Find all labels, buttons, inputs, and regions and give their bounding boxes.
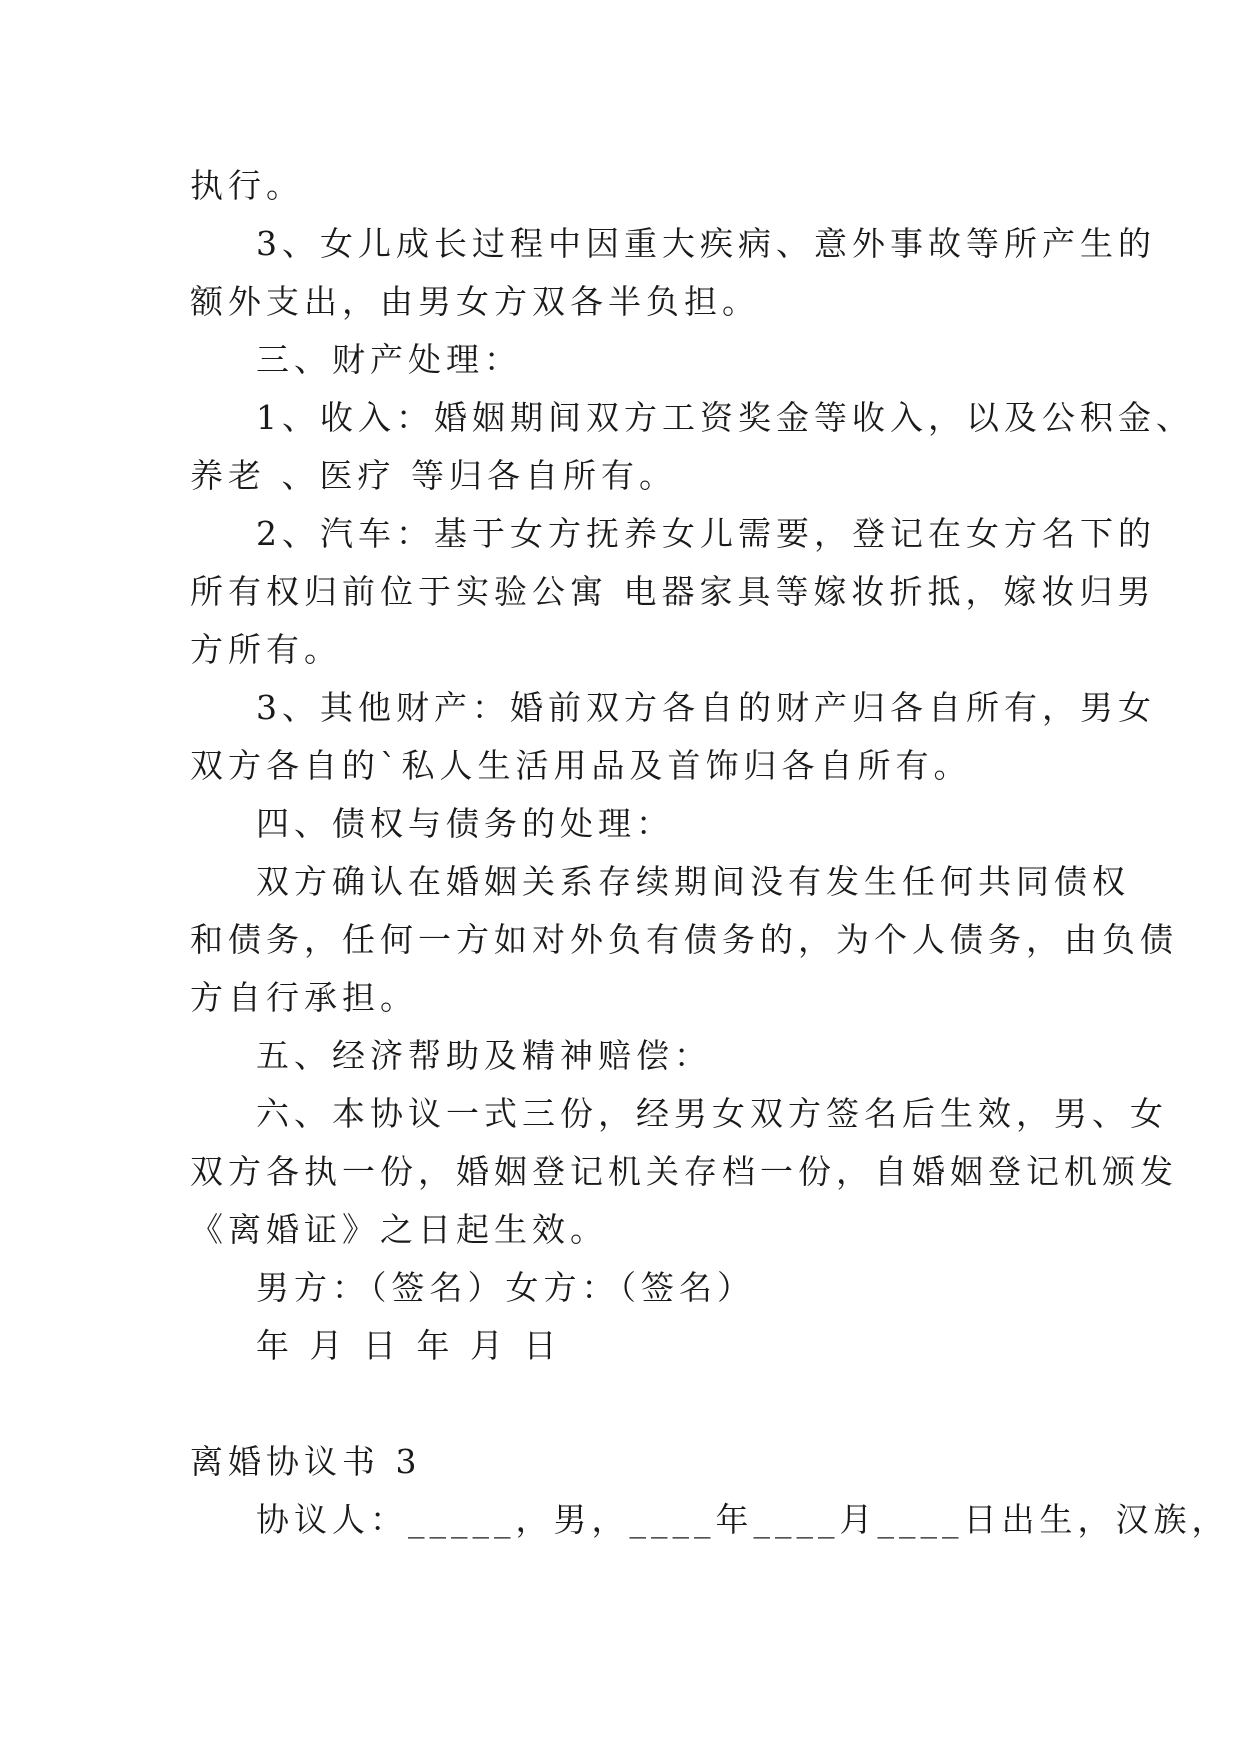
section-heading: 三、财产处理： (256, 340, 522, 379)
paragraph-line: 六、本协议一式三份，经男女双方签名后生效，男、女 (256, 1094, 1168, 1133)
paragraph-line: 3、其他财产：婚前双方各自的财产归各自所有，男女 (256, 688, 1156, 727)
date-line: 年 月 日 年 月 日 (256, 1326, 562, 1365)
paragraph-line: 额外支出，由男女方双各半负担。 (190, 282, 760, 321)
paragraph-line: 双方各自的`私人生活用品及首饰归各自所有。 (190, 746, 972, 785)
paragraph-line: 3、女儿成长过程中因重大疾病、意外事故等所产生的 (256, 224, 1156, 263)
document-title: 离婚协议书 3 (190, 1442, 422, 1481)
paragraph-line: 《离婚证》之日起生效。 (190, 1210, 608, 1249)
section-heading: 四、债权与债务的处理： (256, 804, 674, 843)
paragraph-line: 双方确认在婚姻关系存续期间没有发生任何共同债权 (256, 862, 1130, 901)
signature-line: 男方：（签名）女方：（签名） (256, 1268, 755, 1307)
paragraph-line: 协议人：_____，男，____年____月____日出生，汉族， (256, 1500, 1230, 1539)
paragraph-line: 执行。 (190, 166, 304, 205)
paragraph-line: 方所有。 (190, 630, 342, 669)
paragraph-line: 双方各执一份，婚姻登记机关存档一份，自婚姻登记机颁发 (190, 1152, 1178, 1191)
paragraph-line: 1、收入：婚姻期间双方工资奖金等收入，以及公积金、 (256, 398, 1194, 437)
paragraph-line: 所有权归前位于实验公寓 电器家具等嫁妆折抵，嫁妆归男 (190, 572, 1156, 611)
section-heading: 五、经济帮助及精神赔偿： (256, 1036, 712, 1075)
paragraph-line: 养老 、医疗 等归各自所有。 (190, 456, 677, 495)
paragraph-line: 2、汽车：基于女方抚养女儿需要，登记在女方名下的 (256, 514, 1156, 553)
paragraph-line: 和债务，任何一方如对外负有债务的，为个人债务，由负债 (190, 920, 1178, 959)
paragraph-line: 方自行承担。 (190, 978, 418, 1017)
